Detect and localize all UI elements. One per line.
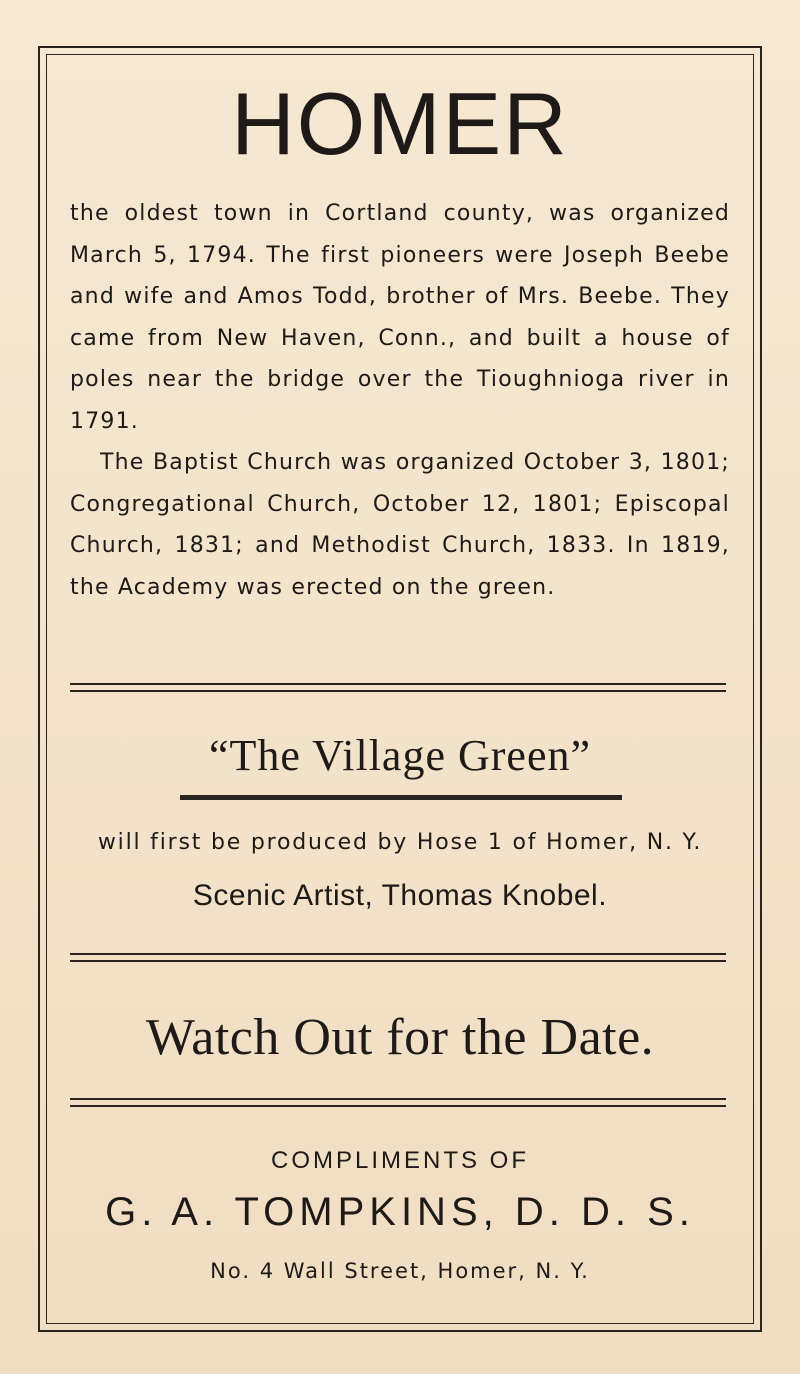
history-text-2: The Baptist Church was organized October 3, 1801; Congregational Church, October 12, 1801; Episcopal Church, 1831; and Methodist Church, 1833. In 1819, the Academy was erected on the green. (70, 450, 730, 600)
page-title: HOMER (231, 74, 569, 173)
play-title-underline (180, 795, 622, 800)
history-paragraph-2 (70, 442, 730, 608)
history-paragraph-1 (70, 193, 730, 442)
history-text-1: the oldest town in Cortland county, was organized March 5, 1794. The first pioneers were Joseph Beebe and wife and Amos Todd, brother of Mrs. Beebe. They came from New Haven, Conn., and built a house of poles near the bridge over the Tioughnioga river in 1791. (70, 201, 730, 434)
divider-rule-1 (70, 683, 726, 692)
advertiser-address: No. 4 Wall Street, Homer, N. Y. (210, 1259, 590, 1283)
production-line: will first be produced by Hose 1 of Homer, N. Y. (97, 830, 703, 855)
divider-rule-2 (70, 953, 726, 962)
advertiser-name: G. A. TOMPKINS, D. D. S. (105, 1190, 695, 1234)
divider-rule-3 (70, 1098, 726, 1107)
compliments-label: COMPLIMENTS OF (270, 1147, 529, 1174)
scenic-artist-line: Scenic Artist, Thomas Knobel. (192, 879, 608, 912)
watch-date-notice: Watch Out for the Date. (145, 1009, 655, 1066)
play-title: “The Village Green” (208, 731, 592, 780)
